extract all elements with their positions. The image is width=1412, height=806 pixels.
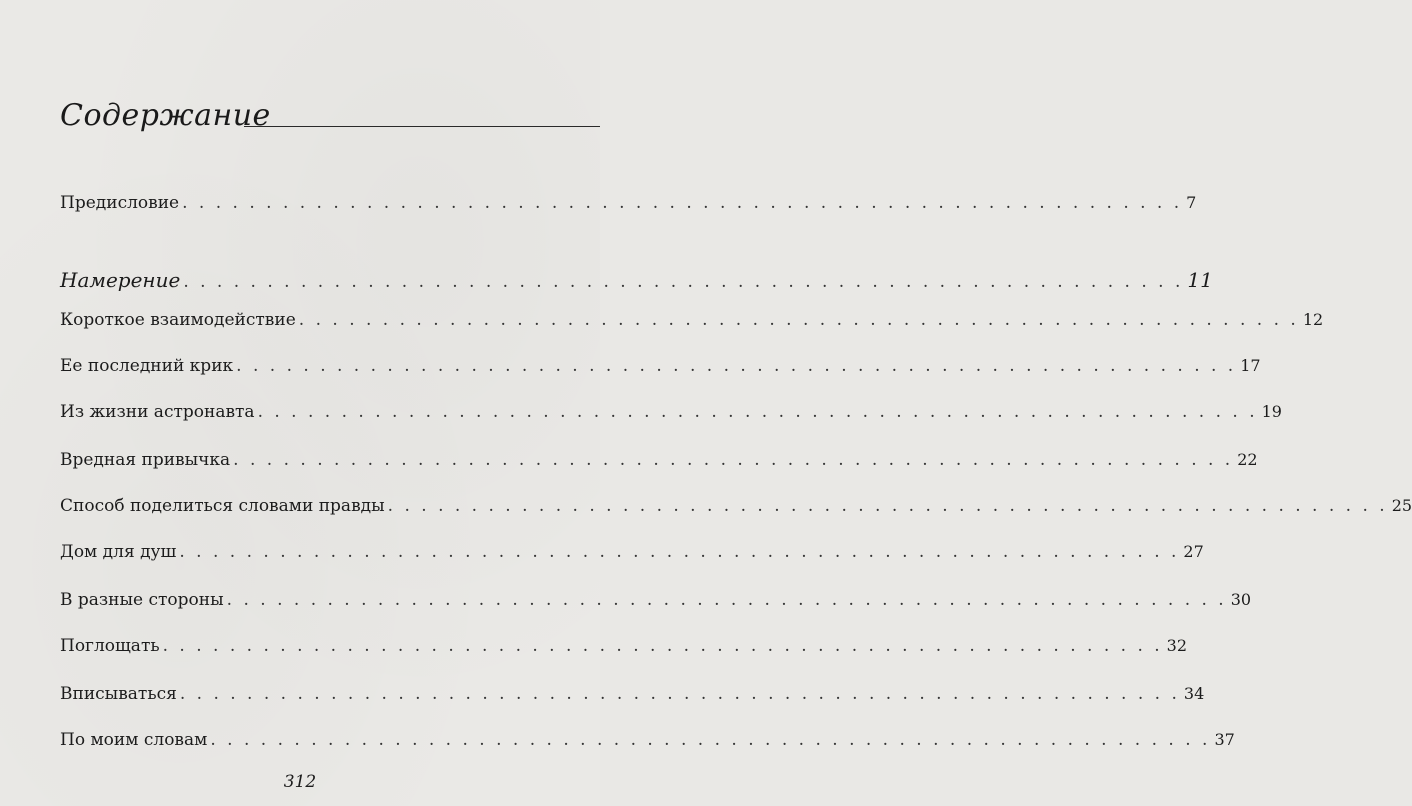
toc-entry: [60, 356, 1261, 380]
toc-entry: [60, 402, 1282, 426]
toc-entry-title: Способ поделиться словами правды: [60, 496, 385, 516]
toc-entry-title: Вредная привычка: [60, 450, 231, 470]
toc-entry-page: 22: [1237, 450, 1258, 469]
toc-entry: [60, 590, 1252, 614]
toc-entry-title: Из жизни астронавта: [60, 402, 255, 422]
page-number: 312: [283, 772, 317, 792]
toc-section-title: Намерение: [60, 268, 181, 292]
toc-entry-page: 17: [1240, 356, 1261, 375]
dot-leader: . . . . . . . . . . . . . . . . . . . . . . . . . . . . . . . . . . . . . . . . . . . . . . . . . . . . . . . . . . . .: [162, 636, 1163, 656]
toc-entry-title: По моим словам: [60, 730, 208, 750]
toc-entry-page: 19: [1261, 402, 1282, 421]
toc-entry-title: Короткое взаимодействие: [60, 310, 296, 330]
toc-entry-page: 30: [1230, 590, 1252, 609]
toc-entry: [60, 542, 1204, 566]
toc-entry-page: 34: [1183, 684, 1205, 703]
toc-entry-page: 32: [1166, 636, 1188, 655]
toc-entry-page: 7: [1186, 193, 1197, 212]
dot-leader: . . . . . . . . . . . . . . . . . . . . . . . . . . . . . . . . . . . . . . . . . . . . . . . . . . . . . . . . . . . .: [179, 542, 1180, 562]
toc-section-page: 11: [1187, 268, 1213, 292]
dot-leader: . . . . . . . . . . . . . . . . . . . . . . . . . . . . . . . . . . . . . . . . . . . . . . . . . . . . . . . . . . . .: [387, 496, 1388, 516]
toc-entry-title: Дом для душ: [60, 542, 177, 562]
dot-leader: . . . . . . . . . . . . . . . . . . . . . . . . . . . . . . . . . . . . . . . . . . . . . . . . . . . . . . . . . . . .: [257, 402, 1258, 422]
toc-section-intention: [60, 268, 1213, 292]
dot-leader: . . . . . . . . . . . . . . . . . . . . . . . . . . . . . . . . . . . . . . . . . . . . . . . . . . . . . . . . . . . .: [210, 730, 1211, 750]
toc-entry: [60, 450, 1258, 474]
toc-entry-title: Предисловие: [60, 193, 180, 213]
dot-leader: . . . . . . . . . . . . . . . . . . . . . . . . . . . . . . . . . . . . . . . . . . . . . . . . . . . . . . . . . . . .: [236, 356, 1237, 376]
toc-entry-page: 37: [1214, 730, 1235, 749]
toc-entry-title: Поглощать: [60, 636, 160, 656]
dot-leader: . . . . . . . . . . . . . . . . . . . . . . . . . . . . . . . . . . . . . . . . . . . . . . . . . . . . . . . . . . . .: [182, 193, 1183, 213]
heading-rule: [244, 126, 600, 127]
dot-leader: . . . . . . . . . . . . . . . . . . . . . . . . . . . . . . . . . . . . . . . . . . . . . . . . . . . . . . . . . . . .: [233, 450, 1234, 470]
toc-entry: [60, 636, 1188, 660]
toc-entry-title: Ее последний крик: [60, 356, 234, 376]
toc-entry-page: 27: [1183, 542, 1204, 561]
toc-entry: [60, 496, 1412, 520]
toc-entry: [60, 684, 1205, 708]
toc-entry-title: Вписываться: [60, 684, 177, 704]
toc-entry: [60, 730, 1235, 754]
toc-entry-page: 25: [1391, 496, 1412, 515]
toc-entry-page: 12: [1302, 310, 1324, 329]
toc-entry-title: В разные стороны: [60, 590, 224, 610]
contents-heading-row: [60, 98, 600, 138]
toc-entry: [60, 310, 1324, 334]
dot-leader: . . . . . . . . . . . . . . . . . . . . . . . . . . . . . . . . . . . . . . . . . . . . . . . . . . . . . . . . . . . .: [183, 272, 1184, 292]
dot-leader: . . . . . . . . . . . . . . . . . . . . . . . . . . . . . . . . . . . . . . . . . . . . . . . . . . . . . . . . . . . .: [226, 590, 1227, 610]
toc-entry-preface: [60, 193, 1197, 217]
dot-leader: . . . . . . . . . . . . . . . . . . . . . . . . . . . . . . . . . . . . . . . . . . . . . . . . . . . . . . . . . . . .: [179, 684, 1180, 704]
dot-leader: . . . . . . . . . . . . . . . . . . . . . . . . . . . . . . . . . . . . . . . . . . . . . . . . . . . . . . . . . . . .: [298, 310, 1299, 330]
contents-heading: Содержание: [60, 98, 271, 133]
